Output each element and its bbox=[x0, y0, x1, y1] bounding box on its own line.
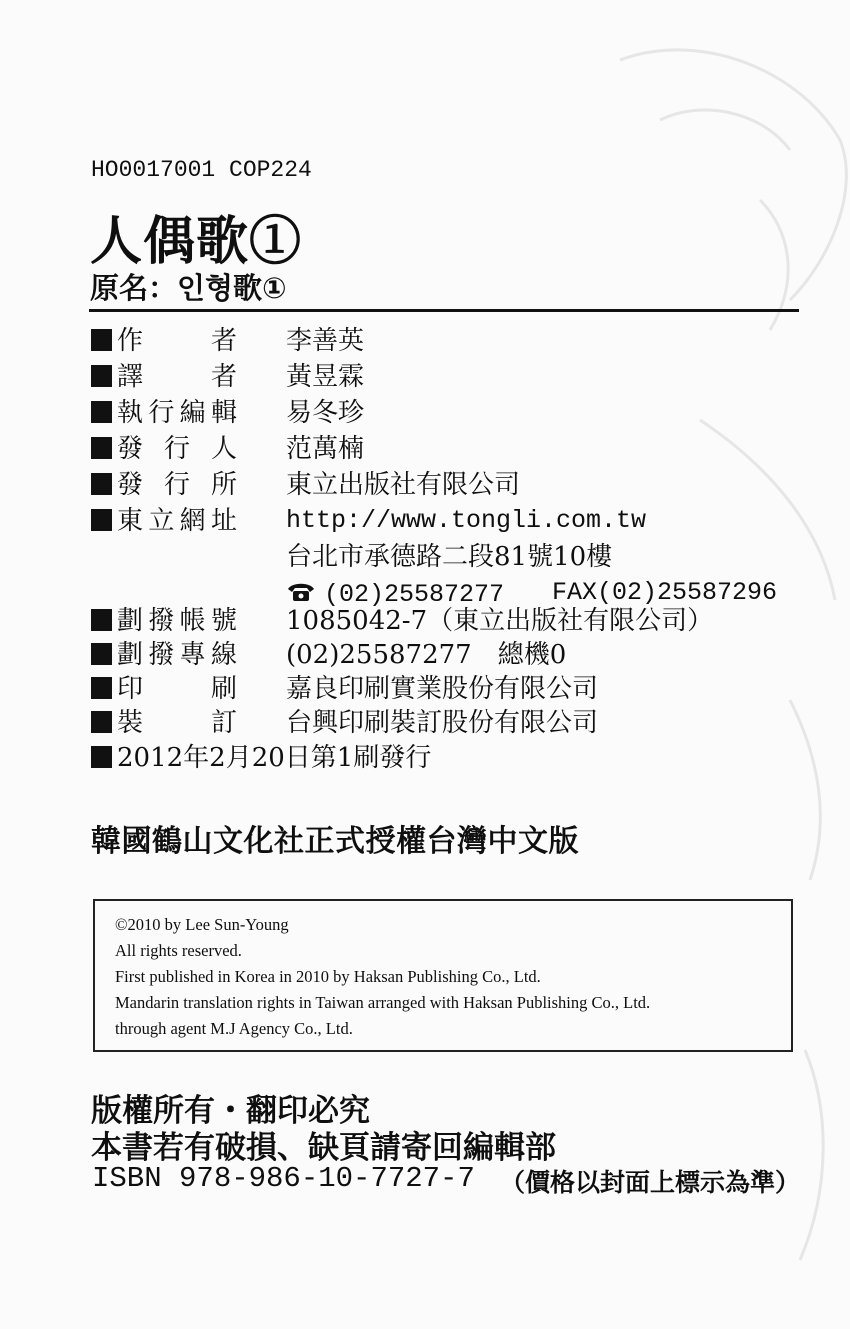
rights-reserved: 版權所有・翻印必究 bbox=[91, 1093, 370, 1129]
copyright-line: through agent M.J Agency Co., Ltd. bbox=[115, 1019, 353, 1038]
copyright-box bbox=[93, 899, 793, 1052]
square-bullet-icon bbox=[91, 643, 112, 665]
credit-value: 范萬楠 bbox=[286, 434, 365, 464]
website-url: http://www.tongli.com.tw bbox=[286, 506, 647, 535]
payment-row-printer bbox=[91, 671, 599, 707]
credit-row-translator bbox=[91, 359, 365, 395]
payment-row-binder bbox=[91, 705, 599, 741]
square-bullet-icon bbox=[91, 746, 112, 768]
credit-row-publisher bbox=[91, 431, 365, 467]
credit-label: 譯者 bbox=[117, 362, 237, 392]
square-bullet-icon bbox=[91, 437, 112, 459]
payment-label: 劃撥帳號 bbox=[117, 606, 237, 636]
payment-row-account bbox=[91, 603, 714, 639]
credit-label: 發行所 bbox=[117, 470, 237, 500]
credit-label: 東立網址 bbox=[117, 506, 237, 536]
credit-value: 李善英 bbox=[286, 326, 365, 356]
credit-label: 作者 bbox=[117, 326, 237, 356]
square-bullet-icon bbox=[91, 509, 112, 531]
payment-value: 台興印刷裝訂股份有限公司 bbox=[286, 708, 599, 738]
release-date: 2012年2月20日第1刷發行 bbox=[117, 743, 432, 773]
release-date-row bbox=[91, 740, 431, 776]
payment-value: 嘉良印刷實業股份有限公司 bbox=[286, 674, 599, 704]
credit-label: 發行人 bbox=[117, 434, 237, 464]
square-bullet-icon bbox=[91, 473, 112, 495]
payment-label: 裝訂 bbox=[117, 708, 237, 738]
copyright-line: Mandarin translation rights in Taiwan arranged with Haksan Publishing Co., Ltd. bbox=[115, 993, 651, 1012]
copyright-line: ©2010 by Lee Sun-Young bbox=[115, 915, 289, 934]
square-bullet-icon bbox=[91, 609, 112, 631]
payment-value: 1085042-7（東立出版社有限公司） bbox=[286, 606, 714, 636]
payment-label: 劃撥專線 bbox=[117, 640, 237, 670]
square-bullet-icon bbox=[91, 329, 112, 351]
license-notice: 韓國鶴山文化社正式授權台灣中文版 bbox=[91, 824, 579, 859]
book-title: 人偶歌① bbox=[90, 211, 303, 272]
payment-label: 印刷 bbox=[117, 674, 237, 704]
credit-row-author bbox=[91, 323, 365, 359]
square-bullet-icon bbox=[91, 365, 112, 387]
credit-row-publishing-house bbox=[91, 467, 521, 503]
payment-row-hotline bbox=[91, 637, 567, 673]
copyright-line: All rights reserved. bbox=[115, 941, 242, 960]
square-bullet-icon bbox=[91, 401, 112, 423]
telephone-icon bbox=[286, 581, 316, 603]
credit-value: 東立出版社有限公司 bbox=[286, 470, 521, 500]
original-title: 原名：인형歌① bbox=[90, 271, 287, 305]
square-bullet-icon bbox=[91, 711, 112, 733]
address: 台北市承德路二段81號10樓 bbox=[286, 542, 613, 572]
square-bullet-icon bbox=[91, 677, 112, 699]
phone-number: (02)25587277 bbox=[324, 580, 505, 609]
price-note: （價格以封面上標示為準） bbox=[500, 1168, 801, 1197]
title-divider bbox=[89, 309, 799, 312]
credit-value: 易冬珍 bbox=[286, 398, 365, 428]
payment-value: (02)25587277 總機0 bbox=[286, 640, 567, 670]
credit-value: 黃昱霖 bbox=[286, 362, 365, 392]
product-code: HO0017001 COP224 bbox=[91, 157, 312, 183]
fax-number: FAX(02)25587296 bbox=[552, 578, 778, 607]
copyright-line: First published in Korea in 2010 by Haksan Publishing Co., Ltd. bbox=[115, 967, 541, 986]
credit-row-editor bbox=[91, 395, 365, 431]
damage-notice: 本書若有破損、缺頁請寄回編輯部 bbox=[91, 1130, 556, 1166]
credit-row-website bbox=[91, 503, 647, 539]
credit-label: 執行編輯 bbox=[117, 398, 237, 428]
isbn: ISBN 978-986-10-7727-7 bbox=[92, 1162, 475, 1195]
